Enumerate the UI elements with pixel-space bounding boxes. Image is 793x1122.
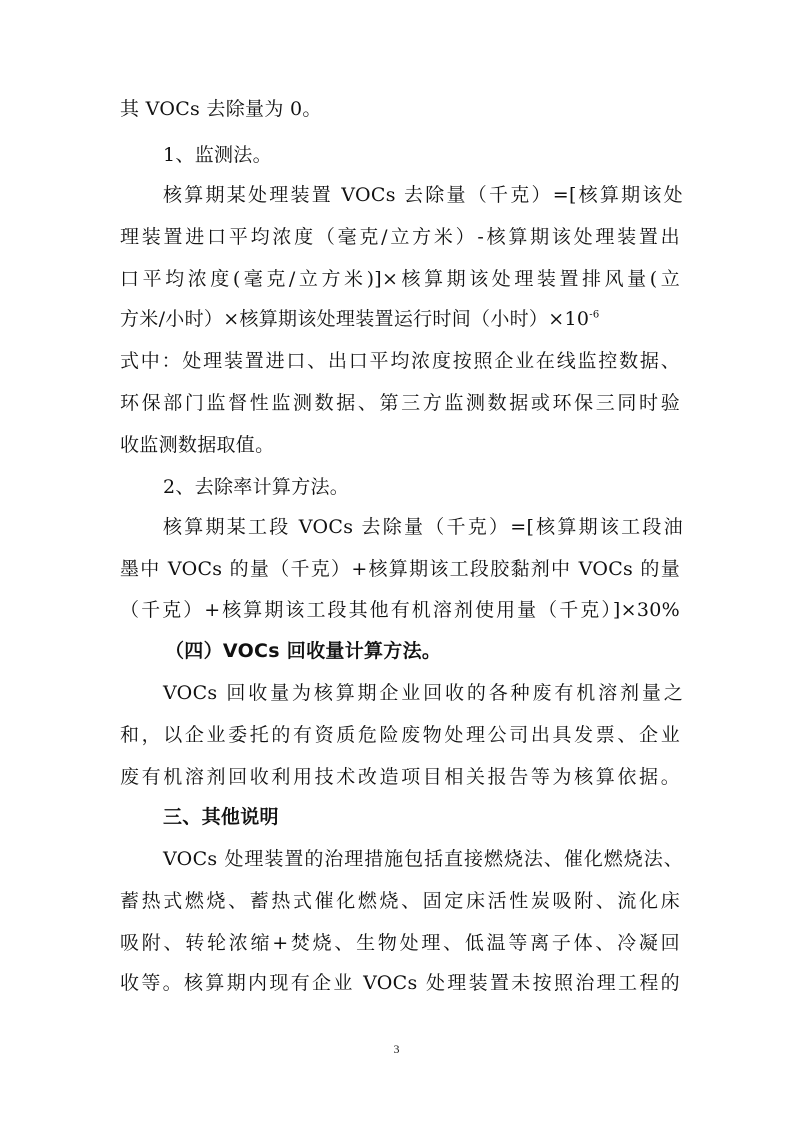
formula-text: 方米/小时）×核算期该处理装置运行时间（小时）×10 [120, 308, 590, 330]
paragraph-line: 理装置进口平均浓度（毫克/立方米）-核算期该处理装置出 [120, 226, 680, 248]
page-number: 3 [393, 1042, 400, 1056]
paragraph-line: 吸附、转轮浓缩+焚烧、生物处理、低温等离子体、冷凝回 [120, 932, 680, 954]
paragraph-line-formula [120, 306, 680, 332]
paragraph-line: 废有机溶剂回收利用技术改造项目相关报告等为核算依据。 [120, 766, 680, 788]
paragraph-line: 核算期某处理装置 VOCs 去除量（千克）=[核算期该处 [163, 184, 683, 206]
paragraph-line: 收监测数据取值。 [120, 434, 275, 456]
section-heading-removal-rate: 2、去除率计算方法。 [163, 476, 350, 498]
paragraph-line: 式中：处理装置进口、出口平均浓度按照企业在线监控数据、 [120, 350, 680, 372]
paragraph-line: （千克）+核算期该工段其他有机溶剂使用量（千克）]×30% [120, 599, 680, 621]
paragraph-line: 口平均浓度(毫克/立方米)]×核算期该处理装置排风量(立 [120, 268, 680, 290]
section-heading-other-notes: 三、其他说明 [163, 806, 279, 828]
paragraph-line: 核算期某工段 VOCs 去除量（千克）=[核算期该工段油 [163, 516, 683, 538]
paragraph-line: 蓄热式燃烧、蓄热式催化燃烧、固定床活性炭吸附、流化床 [120, 890, 680, 912]
section-heading-monitoring: 1、监测法。 [163, 144, 272, 166]
paragraph-line: 收等。核算期内现有企业 VOCs 处理装置未按照治理工程的 [120, 972, 680, 994]
paragraph-line: 和，以企业委托的有资质危险废物处理公司出具发票、企业 [120, 724, 680, 746]
section-heading-recovery: （四）VOCs 回收量计算方法。 [165, 640, 442, 662]
paragraph-line: 环保部门监督性监测数据、第三方监测数据或环保三同时验 [120, 392, 680, 414]
paragraph-line: 墨中 VOCs 的量（千克）+核算期该工段胶黏剂中 VOCs 的量 [120, 558, 680, 580]
paragraph-line: VOCs 处理装置的治理措施包括直接燃烧法、催化燃烧法、 [163, 848, 683, 870]
paragraph-line: 其 VOCs 去除量为 0。 [120, 98, 322, 120]
exponent: -6 [589, 309, 600, 321]
paragraph-line: VOCs 回收量为核算期企业回收的各种废有机溶剂量之 [163, 682, 683, 704]
